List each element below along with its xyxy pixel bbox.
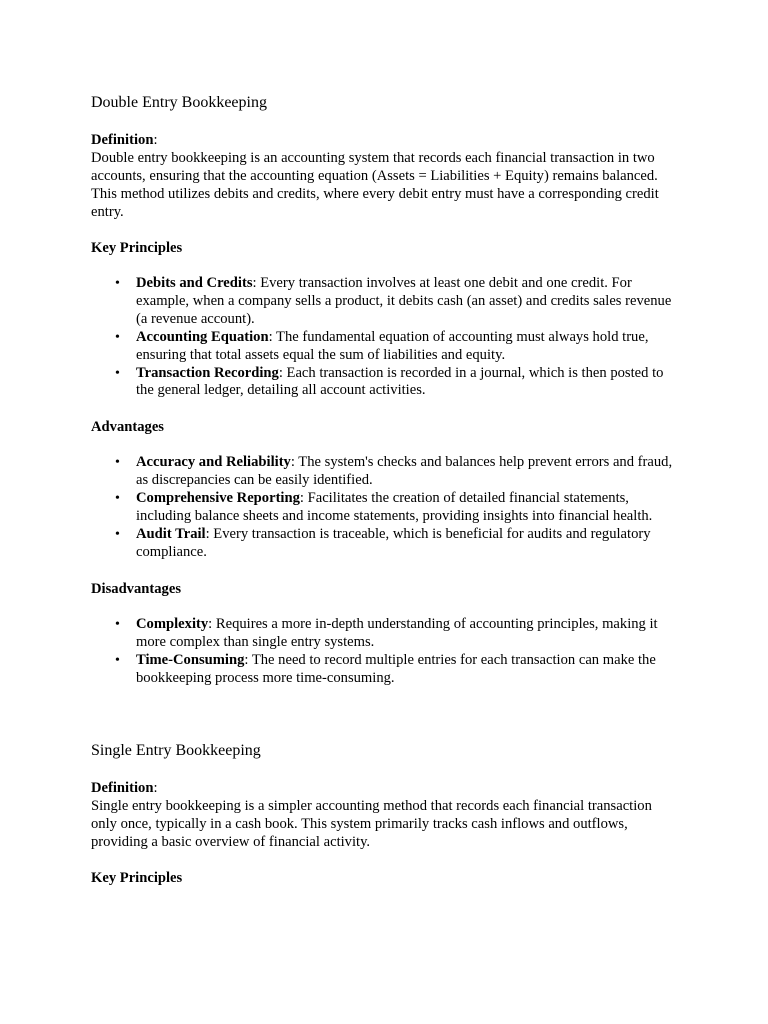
list-item-term: Accounting Equation [136, 328, 269, 345]
key-principles-heading: Key Principles [91, 240, 183, 256]
bullet-icon: • [115, 491, 120, 507]
list-item-text: : The system's checks and balances help prevent errors and fraud, as discrepancies can be easily identified. [136, 454, 673, 489]
key-principles-heading: Key Principles [91, 870, 183, 887]
list-item-text: : Each transaction is recorded in a journal, which is then posted to the general ledger, detailing all account activities. [136, 364, 664, 399]
list-item-text: : Every transaction is traceable, which is beneficial for audits and regulatory compliance. [136, 525, 651, 560]
bullet-icon: • [115, 455, 120, 471]
single-entry-section [91, 740, 678, 887]
advantages-list [91, 454, 678, 561]
key-principles-list [91, 275, 678, 400]
list-item-text: : The fundamental equation of accounting must always hold true, ensuring that total assets equal the sum of liabilities and equity. [136, 328, 649, 363]
list-item-text: : Requires a more in-depth understanding of accounting principles, making it more complex than single entry systems. [136, 615, 658, 650]
section-title: Single Entry Bookkeeping [91, 742, 261, 760]
list-item [115, 525, 678, 562]
bullet-icon: • [115, 616, 120, 632]
bullet-icon: • [115, 276, 120, 291]
definition-label-line [91, 131, 678, 149]
list-item-text: : The need to record multiple entries for each transaction can make the bookkeeping process more time-consuming. [136, 651, 656, 686]
list-item-term: Transaction Recording [136, 364, 279, 381]
list-item [115, 615, 678, 652]
list-item-term: Audit Trail [136, 525, 206, 542]
disadvantages-heading: Disadvantages [91, 580, 182, 597]
list-item-term: Debits and Credits [136, 275, 253, 291]
double-entry-section [91, 92, 678, 687]
bullet-icon: • [115, 652, 120, 668]
advantages-heading: Advantages [91, 419, 164, 436]
definition-label-line [91, 779, 678, 797]
disadvantages-list [91, 616, 678, 688]
definition-colon: : [153, 780, 158, 797]
list-item-text: : Facilitates the creation of detailed financial statements, including balance sheets and income statements, providing insights into financial health. [136, 490, 653, 525]
section-title: Double Entry Bookkeeping [91, 94, 267, 111]
list-item [115, 490, 678, 526]
list-item-text: : Every transaction involves at least one debit and one credit. For example, when a company sells a product, it debits cash (an asset) and credits sales revenue (a revenue account). [136, 275, 672, 327]
list-item-term: Complexity [136, 615, 209, 632]
list-item-term: Accuracy and Reliability [136, 454, 291, 471]
list-item [115, 275, 678, 329]
list-item-term: Comprehensive Reporting [136, 490, 300, 507]
list-item [115, 454, 678, 490]
definition-colon: : [153, 132, 158, 148]
definition-text: Double entry bookkeeping is an accounting system that records each financial transaction in two accounts, ensuring that the accounting equation (Assets = Liabilities + Equity) remains balanced. This method utilizes debits and credits, where every debit entry must have a corresponding credit entry. [91, 150, 659, 220]
list-item [115, 328, 678, 365]
definition-text: Single entry bookkeeping is a simpler accounting method that records each financial transaction only once, typically in a cash book. This system primarily tracks cash inflows and outflows, providing a basic overview of financial activity. [91, 798, 652, 851]
list-item-term: Time-Consuming [136, 651, 245, 668]
list-item [115, 364, 678, 401]
definition-label: Definition [91, 132, 154, 148]
list-item [115, 651, 678, 688]
bullet-icon: • [115, 329, 120, 345]
bullet-icon: • [115, 526, 120, 542]
definition-label: Definition [91, 780, 154, 797]
bullet-icon: • [115, 365, 120, 381]
